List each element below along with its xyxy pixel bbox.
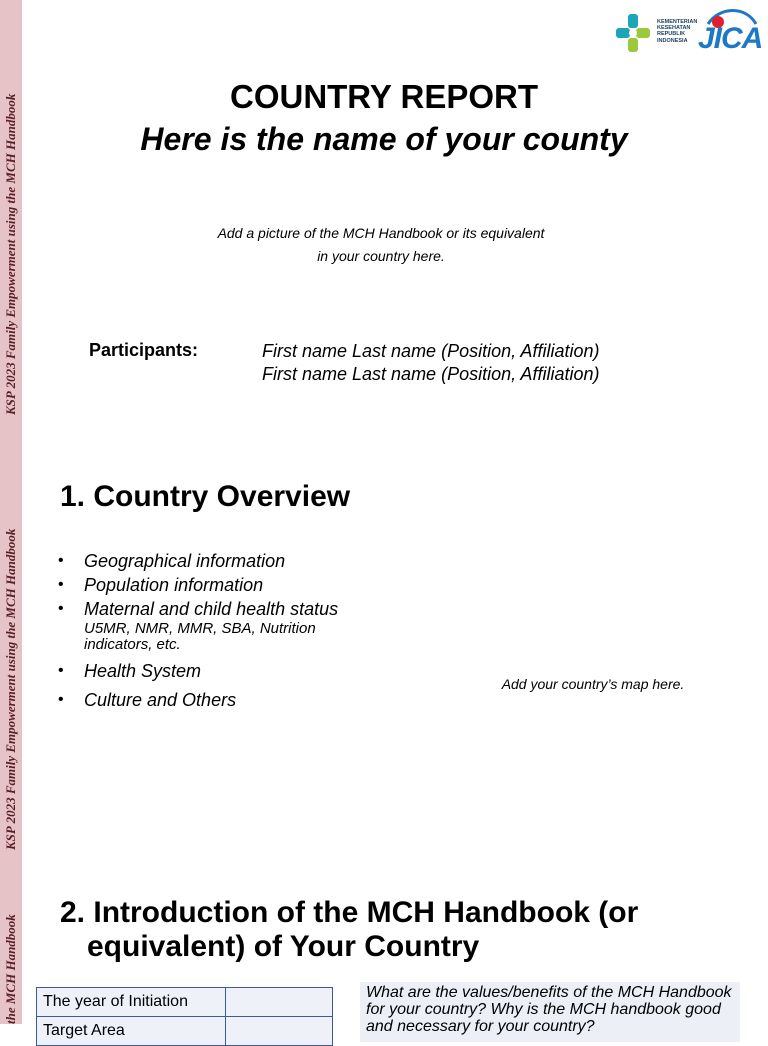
benefits-question-box [360,982,740,1042]
subnote-line-1: U5MR, NMR, MMR, SBA, Nutrition [84,620,316,637]
handbook-info-table [36,987,333,1046]
bullet-icon: • [58,662,64,679]
side-banner: KSP 2023 Family Empowerment using the MCH Handbook KSP 2023 Family Empowerment using the MCH Handbook the MCH Handbook [0,0,22,1024]
bullet-icon: • [58,552,64,569]
question-line-2: for your country? Why is the MCH handbook good [366,1001,721,1018]
mch-status-subnote [58,621,418,653]
participants-list [262,340,599,386]
list-item-text: Culture and Others [84,690,237,710]
table-cell-value[interactable] [226,988,333,1017]
list-item [58,549,418,573]
list-item-text: Maternal and child health status [84,599,339,619]
list-item [58,688,418,712]
question-line-3: and necessary for your country? [366,1018,595,1035]
bullet-icon: • [58,691,64,708]
kemenkes-line-4: INDONESIA [657,37,688,44]
kemenkes-logo-text [657,19,697,44]
participants-label: Participants: [89,340,199,360]
section-2-heading-line-2: equivalent) of Your Country [87,930,480,963]
side-banner-text-middle: KSP 2023 Family Empowerment using the MCH Handbook [3,528,18,850]
table-cell-label: The year of Initiation [37,988,226,1017]
bullet-icon: • [58,600,64,617]
kemenkes-line-2: KESEHATAN [657,25,691,32]
list-item [58,573,418,597]
section-2-heading-line-1: 2. Introduction of the MCH Handbook (or [60,896,639,929]
table-cell-label: Target Area [37,1017,226,1046]
list-item-text: Population information [84,575,264,595]
kemenkes-line-3: REPUBLIK [657,31,686,38]
handbook-note-line-1: Add a picture of the MCH Handbook or its equivalent [217,225,545,241]
jica-logo-text: JICA [698,22,763,55]
list-item-text: Health System [84,661,202,681]
participant-entry: First name Last name (Position, Affiliation) [262,364,600,384]
list-item [58,659,418,683]
handbook-picture-note [180,222,582,268]
question-line-1: What are the values/benefits of the MCH Handbook [366,984,732,1001]
kemenkes-line-1: KEMENTERIAN [657,19,698,25]
list-item [58,597,418,621]
handbook-note-line-2: in your country here. [317,248,445,264]
country-overview-list [58,549,418,712]
table-row [37,988,333,1017]
table-row [37,1017,333,1046]
table-cell-value[interactable] [226,1017,333,1046]
list-item-text: Geographical information [84,551,286,571]
bullet-icon: • [58,576,64,593]
kemenkes-logo-icon [614,12,654,56]
subnote-line-2: indicators, etc. [84,636,181,653]
country-name-placeholder: Here is the name of your county [140,121,628,157]
map-note: Add your country’s map here. [501,676,685,692]
side-banner-text-bottom: the MCH Handbook [3,914,18,1024]
logo-group [612,6,762,60]
page-title: COUNTRY REPORT [229,78,539,115]
section-1-heading: 1. Country Overview [60,480,351,513]
participant-entry: First name Last name (Position, Affiliation) [262,341,600,361]
